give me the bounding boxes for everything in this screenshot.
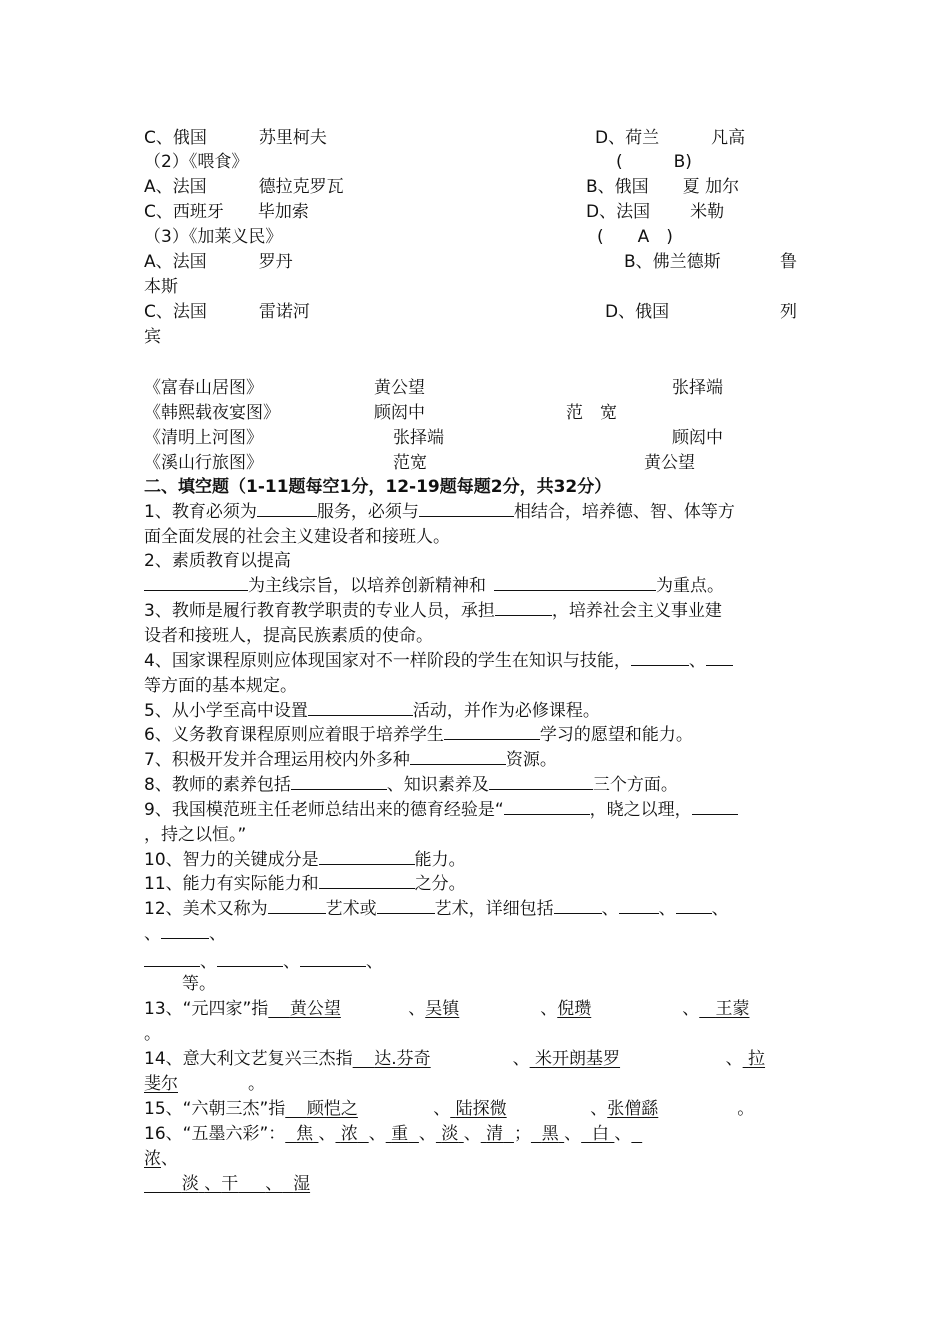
blank[interactable] xyxy=(494,574,656,591)
q3-option-b xyxy=(624,250,721,274)
blank[interactable] xyxy=(419,500,514,517)
text: 活动，并作为必修课程。 xyxy=(412,701,600,721)
matching-left: 黄公望 xyxy=(374,378,425,398)
text: 13、“元四家”指 xyxy=(144,999,269,1019)
text: 、 xyxy=(725,1049,743,1069)
question-9 xyxy=(144,798,738,822)
answer xyxy=(144,1149,161,1169)
text: 艺术，详细包括 xyxy=(434,899,554,919)
answer-text: 浓 xyxy=(340,1124,358,1144)
text: 、 xyxy=(200,952,217,972)
question-10 xyxy=(144,848,466,872)
answer-text: 斐尔 xyxy=(144,1074,178,1094)
matching-left: 范宽 xyxy=(393,453,427,473)
text: 8、教师的素养包括 xyxy=(144,775,291,795)
answer-text: 白 xyxy=(591,1124,609,1144)
answer-text: 清 xyxy=(486,1124,504,1144)
q3-option-b-artist: 鲁 xyxy=(780,252,797,272)
option-label: A、法国 xyxy=(144,252,207,272)
question-12-end: 等。 xyxy=(182,974,216,994)
blank[interactable] xyxy=(308,699,413,716)
text: 能力。 xyxy=(414,850,466,870)
option-label: B、佛兰德斯 xyxy=(624,252,721,272)
question-13 xyxy=(144,997,749,1021)
text: 服务，必须与 xyxy=(316,502,419,522)
answer-text: 重 xyxy=(391,1124,409,1144)
answer xyxy=(607,1097,737,1121)
answer-text: 湿 xyxy=(293,1174,311,1194)
text: 、 xyxy=(318,1124,336,1144)
option-artist: 苏里柯夫 xyxy=(258,128,327,148)
q3-option-a xyxy=(144,250,293,274)
text: 为主线宗旨，以培养创新精神和 xyxy=(248,576,486,596)
question-12-cont2 xyxy=(144,950,383,974)
text: 、 xyxy=(601,899,619,919)
q3-option-d: D、俄国 xyxy=(605,302,670,322)
matching-right: 张择端 xyxy=(672,378,723,398)
option-label: B、俄国 xyxy=(586,177,649,197)
matching-left: 张择端 xyxy=(393,428,444,448)
text: 11、能力有实际能力和 xyxy=(144,874,319,894)
answer xyxy=(481,1124,514,1144)
option-label: C、法国 xyxy=(144,302,207,322)
q3-option-b-artist-wrap: 本斯 xyxy=(144,277,178,297)
option-artist: 凡高 xyxy=(711,128,746,148)
text: 相结合，培养德、智、体等方 xyxy=(513,502,735,522)
question-4 xyxy=(144,649,733,673)
text: 、 xyxy=(688,651,706,671)
text: 、 xyxy=(433,1099,451,1119)
answer-text: 倪瓒 xyxy=(557,999,592,1019)
question-4-cont: 等方面的基本规定。 xyxy=(144,676,297,696)
answer xyxy=(386,1124,419,1144)
answer-text: 米开朗基罗 xyxy=(535,1049,621,1069)
text: 1、教育必须为 xyxy=(144,502,257,522)
text: 、 xyxy=(540,999,558,1019)
text: 3、教师是履行教育教学职责的专业人员，承担 xyxy=(144,601,495,621)
matching-left: 顾闳中 xyxy=(374,403,425,423)
option-label: C、西班牙 xyxy=(144,202,224,222)
text: 15、“六朝三杰”指 xyxy=(144,1099,286,1119)
option-artist: 米勒 xyxy=(690,202,725,222)
text: 5、从小学至高中设置 xyxy=(144,701,308,721)
text: 16、“五墨六彩”： xyxy=(144,1124,286,1144)
q2-stem: （2）《喂食》 xyxy=(144,152,249,172)
matching-work: 《富春山居图》 xyxy=(144,378,263,398)
answer xyxy=(335,1124,368,1144)
answer xyxy=(581,1124,614,1144)
q3-answer: ( A ) xyxy=(597,227,673,247)
matching-work: 《溪山行旅图》 xyxy=(144,453,263,473)
question-12 xyxy=(144,897,729,921)
question-2-cont xyxy=(144,574,724,598)
option-artist: 罗丹 xyxy=(258,252,293,272)
text: 12、美术又称为 xyxy=(144,899,268,919)
q3-option-c xyxy=(144,300,310,324)
question-14-cont xyxy=(144,1072,265,1096)
text: 4、国家课程原则应体现国家对不一样阶段的学生在知识与技能， xyxy=(144,651,631,671)
text: 7、积极开发并合理运用校内外多种 xyxy=(144,750,410,770)
blank[interactable] xyxy=(144,950,200,967)
text: 、 xyxy=(463,1124,481,1144)
matching-work: 《清明上河图》 xyxy=(144,428,263,448)
text: 10、智力的关键成分是 xyxy=(144,850,319,870)
text: 、 xyxy=(711,899,729,919)
blank[interactable] xyxy=(692,798,738,815)
matching-right: 黄公望 xyxy=(644,453,695,473)
text: ，晓之以理， xyxy=(589,800,692,820)
text: 、 xyxy=(682,999,700,1019)
text: 9、我国模范班主任老师总结出来的德育经验是“ xyxy=(144,800,504,820)
answer-text: 吴镇 xyxy=(425,999,460,1019)
answer-text: 黑 xyxy=(541,1124,559,1144)
answer xyxy=(557,997,682,1021)
question-8 xyxy=(144,773,678,797)
blank[interactable] xyxy=(504,798,590,815)
blank[interactable] xyxy=(319,848,415,865)
answer-text: 焦 xyxy=(296,1124,314,1144)
answer xyxy=(353,1047,513,1071)
text: 资源。 xyxy=(505,750,557,770)
answer xyxy=(743,1049,765,1069)
section-heading: 二、填空题（1-11题每空1分，12-19题每题2分，共32分） xyxy=(144,477,612,497)
answer-text: 黄公望 xyxy=(289,999,341,1019)
question-3 xyxy=(144,599,722,623)
option-artist: 夏 加尔 xyxy=(682,177,740,197)
question-16-cont xyxy=(144,1147,178,1171)
option-artist: 德拉克罗瓦 xyxy=(258,177,344,197)
text: 、 xyxy=(161,1149,178,1169)
answer-text: 干 xyxy=(221,1174,239,1194)
answer xyxy=(144,1172,390,1196)
q2-answer: ( B) xyxy=(616,152,692,172)
question-1 xyxy=(144,500,735,524)
option-label: D、荷兰 xyxy=(595,128,660,148)
answer xyxy=(144,1072,248,1096)
text: 三个方面。 xyxy=(592,775,678,795)
blank[interactable] xyxy=(676,897,712,914)
question-16-cont2 xyxy=(144,1172,390,1196)
blank[interactable] xyxy=(217,950,283,967)
text: 、 xyxy=(283,952,300,972)
question-9-cont: ，持之以恒。” xyxy=(144,825,247,845)
text: 、 xyxy=(564,1124,582,1144)
question-6 xyxy=(144,723,693,747)
blank[interactable] xyxy=(495,599,552,616)
answer xyxy=(425,997,540,1021)
q1-option-c xyxy=(144,126,327,150)
text: 艺术或 xyxy=(325,899,377,919)
answer xyxy=(450,1097,590,1121)
text: 为重点。 xyxy=(656,576,724,596)
text: 、知识素养及 xyxy=(386,775,489,795)
text: 、 xyxy=(590,1099,608,1119)
q2-option-d xyxy=(586,200,724,224)
blank[interactable] xyxy=(300,950,366,967)
blank[interactable] xyxy=(706,649,733,666)
text: 、 xyxy=(408,999,426,1019)
answer-text: 拉 xyxy=(748,1049,766,1069)
text: 、 xyxy=(366,952,383,972)
blank[interactable] xyxy=(161,922,209,939)
text: ，培养社会主义事业建 xyxy=(551,601,722,621)
blank[interactable] xyxy=(144,574,248,591)
option-label: A、法国 xyxy=(144,177,207,197)
answer-text: 达.芬奇 xyxy=(374,1049,431,1069)
matching-work: 《韩熙载夜宴图》 xyxy=(144,403,280,423)
q3-stem: （3）《加莱义民》 xyxy=(144,227,283,247)
q1-option-d xyxy=(595,126,745,150)
text: 之分。 xyxy=(414,874,466,894)
blank[interactable] xyxy=(257,500,317,517)
option-artist: 毕加索 xyxy=(257,202,309,222)
q2-option-a xyxy=(144,175,344,199)
text: 6、义务教育课程原则应着眼于培养学生 xyxy=(144,725,444,745)
matching-middle: 范 宽 xyxy=(566,403,617,423)
text: 、 xyxy=(368,1124,386,1144)
text: 学习的愿望和能力。 xyxy=(539,725,693,745)
blank[interactable] xyxy=(489,773,593,790)
answer-text: 顾恺之 xyxy=(306,1099,358,1119)
question-2: 2、素质教育以提高 xyxy=(144,551,291,571)
text: 、 xyxy=(658,899,676,919)
answer xyxy=(285,1124,318,1144)
answer xyxy=(436,1124,464,1144)
option-artist: 雷诺河 xyxy=(258,302,310,322)
question-13-end: 。 xyxy=(144,1024,161,1044)
text: 、 xyxy=(209,924,226,944)
question-11 xyxy=(144,872,466,896)
answer xyxy=(699,999,749,1019)
blank[interactable] xyxy=(554,897,602,914)
text: 14、意大利文艺复兴三杰指 xyxy=(144,1049,353,1069)
answer-text: 陆探微 xyxy=(455,1099,507,1119)
text: 、 xyxy=(418,1124,436,1144)
answer xyxy=(268,997,408,1021)
question-14 xyxy=(144,1047,765,1071)
blank[interactable] xyxy=(410,748,506,765)
text: 。 xyxy=(248,1074,265,1094)
question-12-cont xyxy=(144,922,226,946)
answer xyxy=(631,1124,642,1144)
text: 、 xyxy=(614,1124,632,1144)
answer-text: 张僧繇 xyxy=(607,1099,659,1119)
blank[interactable] xyxy=(291,773,387,790)
blank[interactable] xyxy=(631,649,689,666)
answer-text: 浓 xyxy=(144,1149,161,1169)
question-7 xyxy=(144,748,557,772)
question-15 xyxy=(144,1097,754,1121)
separator: 、 xyxy=(265,1174,283,1194)
text: ； xyxy=(513,1124,531,1144)
answer xyxy=(531,1124,564,1144)
question-1-cont: 面全面发展的社会主义建设者和接班人。 xyxy=(144,527,450,547)
option-label: D、法国 xyxy=(586,202,651,222)
q2-option-c xyxy=(144,200,309,224)
text: 。 xyxy=(737,1099,755,1119)
answer xyxy=(530,1047,726,1071)
text: 、 xyxy=(144,924,161,944)
question-16 xyxy=(144,1122,642,1146)
option-label: C、俄国 xyxy=(144,128,207,148)
separator: 、 xyxy=(204,1174,222,1194)
answer-text: 王蒙 xyxy=(715,999,750,1019)
matching-right: 顾闳中 xyxy=(672,428,723,448)
answer-text: 淡 xyxy=(181,1174,199,1194)
q2-option-b xyxy=(586,175,739,199)
text: 、 xyxy=(512,1049,530,1069)
answer xyxy=(285,1097,433,1121)
question-5 xyxy=(144,699,600,723)
q3-option-d-artist-wrap: 宾 xyxy=(144,327,161,347)
question-3-cont: 设者和接班人，提高民族素质的使命。 xyxy=(144,626,433,646)
q3-option-d-artist: 列 xyxy=(780,302,797,322)
blank[interactable] xyxy=(377,897,435,914)
blank[interactable] xyxy=(268,897,326,914)
blank[interactable] xyxy=(444,723,540,740)
answer-text: 淡 xyxy=(441,1124,459,1144)
blank[interactable] xyxy=(619,897,659,914)
blank[interactable] xyxy=(319,872,415,889)
